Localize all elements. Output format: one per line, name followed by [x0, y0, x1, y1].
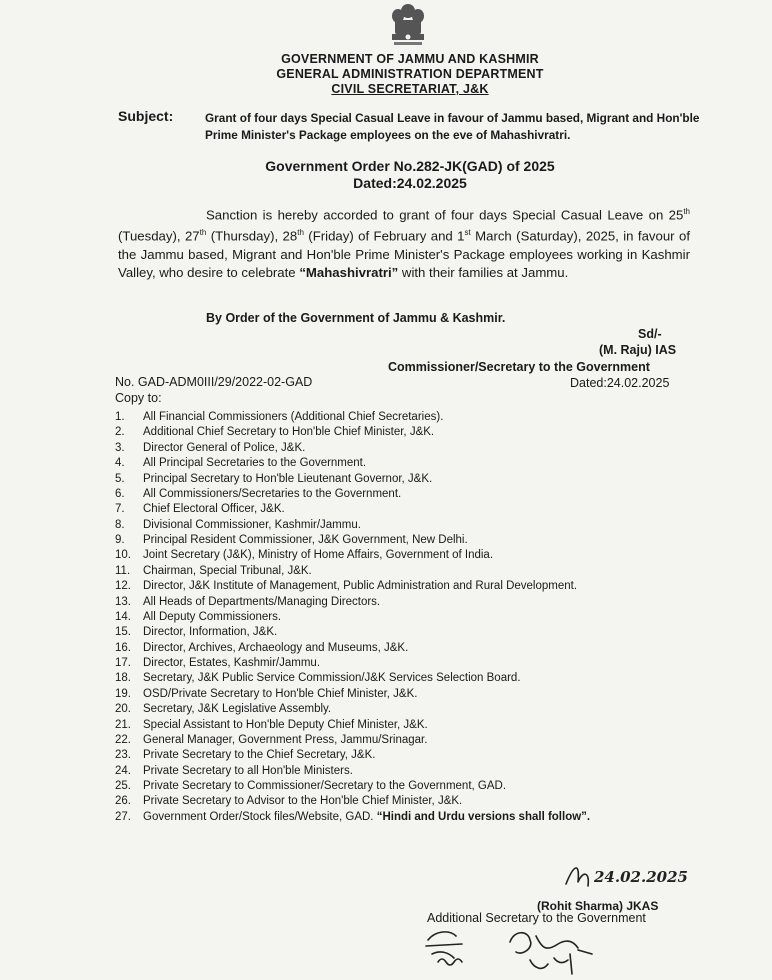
body-sup-2: th — [199, 228, 207, 238]
list-item — [115, 625, 590, 640]
signatory-2-designation: Additional Secretary to the Government — [427, 911, 646, 925]
list-item — [115, 487, 590, 502]
copy-to-label: Copy to: — [115, 391, 162, 405]
list-item-number: 26. — [115, 795, 131, 808]
body-part-5: March (Saturday), 2025, in favour of the Jammu based, Migrant and Hon'ble Prime Minister's Package employees working in Kashmir Valley, who desire to celebrate — [118, 228, 690, 280]
list-item-number: 2. — [115, 426, 125, 439]
list-item-text: General Manager, Government Press, Jammu/Srinagar. — [143, 733, 428, 746]
handwritten-initials — [418, 918, 618, 980]
list-item — [115, 687, 590, 702]
list-item-text: Director, J&K Institute of Management, Public Administration and Rural Development. — [143, 580, 578, 593]
list-item-number: 13. — [115, 595, 131, 608]
header-line-2: GENERAL ADMINISTRATION DEPARTMENT — [276, 67, 544, 81]
state-emblem-icon — [386, 2, 430, 50]
list-item-text: Director, Information, J&K. — [143, 626, 278, 639]
list-item-text: Chairman, Special Tribunal, J&K. — [143, 564, 312, 577]
list-item-text: Secretary, J&K Public Service Commission/J&K Services Selection Board. — [143, 672, 521, 685]
list-item-text: Director, Estates, Kashmir/Jammu. — [143, 657, 321, 669]
signatory-1-name: (M. Raju) IAS — [599, 343, 677, 357]
list-item — [115, 810, 590, 825]
order-title: Government Order No.282-JK(GAD) of 2025 — [265, 158, 555, 174]
list-item-number: 12. — [115, 580, 131, 593]
list-item-number: 19. — [115, 687, 131, 700]
list-item — [115, 410, 590, 425]
list-item-text: All Commissioners/Secretaries to the Government. — [143, 487, 402, 500]
list-item-number: 21. — [115, 718, 131, 731]
copy-list — [115, 410, 590, 825]
list-item-number: 16. — [115, 641, 131, 654]
body-part-4: (Friday) of February and 1 — [303, 228, 465, 244]
list-item-number: 4. — [115, 457, 125, 470]
list-item-text: Principal Resident Commissioner, J&K Government, New Delhi. — [143, 534, 468, 546]
list-item-text: Director, Archives, Archaeology and Museums, J&K. — [143, 641, 409, 654]
list-item-number: 7. — [115, 503, 125, 516]
body-sup-3: th — [297, 228, 304, 238]
list-item-number: 6. — [115, 487, 125, 500]
list-item-text: Additional Chief Secretary to Hon'ble Chief Minister, J&K. — [143, 426, 435, 439]
list-item — [115, 641, 590, 656]
list-item-text: Divisional Commissioner, Kashmir/Jammu. — [143, 518, 361, 531]
list-item — [115, 533, 590, 548]
list-item — [115, 794, 590, 809]
handwritten-date: 24.02.2025 — [594, 868, 688, 886]
list-item-number: 8. — [115, 518, 125, 531]
list-item — [115, 456, 590, 471]
list-item-text: All Heads of Departments/Managing Directors. — [143, 595, 381, 608]
list-item-text: OSD/Private Secretary to Hon'ble Chief Minister, J&K. — [143, 687, 418, 700]
reference-dated: Dated:24.02.2025 — [570, 376, 670, 390]
list-item-number: 17. — [115, 657, 131, 669]
list-item-number: 18. — [115, 672, 131, 685]
order-body — [118, 203, 690, 282]
header-line-3: CIVIL SECRETARIAT, J&K — [331, 82, 489, 96]
list-item-text: Private Secretary to all Hon'ble Ministers. — [143, 764, 353, 777]
list-item — [115, 425, 590, 440]
list-item-text: All Principal Secretaries to the Government. — [143, 457, 367, 470]
header-line-1: GOVERNMENT OF JAMMU AND KASHMIR — [281, 52, 539, 66]
list-item — [115, 564, 590, 579]
list-item-number: 24. — [115, 764, 131, 777]
list-item — [115, 671, 590, 686]
body-sup-1: th — [683, 207, 690, 216]
list-item-number: 22. — [115, 733, 131, 746]
list-item-number: 10. — [115, 549, 131, 562]
body-festival-name: “Mahashivratri” — [299, 264, 399, 280]
list-item-number: 3. — [115, 441, 125, 454]
list-item — [115, 518, 590, 533]
list-item-number: 23. — [115, 749, 131, 762]
order-dated: Dated:24.02.2025 — [353, 175, 467, 191]
list-item-number: 15. — [115, 626, 131, 639]
list-item-number: 20. — [115, 703, 131, 716]
list-item-bold-note: “Hindi and Urdu versions shall follow”. — [376, 810, 591, 823]
list-item-text: Government Order/Stock files/Website, GAD. — [143, 810, 377, 823]
list-item-text: Private Secretary to Commissioner/Secretary to the Government, GAD. — [143, 780, 507, 792]
list-item — [115, 441, 590, 456]
signatory-1-designation: Commissioner/Secretary to the Government — [388, 360, 650, 374]
reference-number: No. GAD-ADM0III/29/2022-02-GAD — [115, 375, 313, 389]
body-part-3: (Thursday), 28 — [206, 228, 298, 244]
body-sup-4: st — [464, 228, 471, 238]
list-item-text: Principal Secretary to Hon'ble Lieutenant Governor, J&K. — [143, 472, 433, 485]
list-item — [115, 472, 590, 487]
list-item — [115, 764, 590, 779]
list-item-number: 27. — [115, 810, 131, 823]
list-item-number: 9. — [115, 534, 125, 546]
list-item-number: 5. — [115, 472, 125, 485]
list-item-text: Private Secretary to Advisor to the Hon'ble Chief Minister, J&K. — [143, 795, 463, 808]
list-item — [115, 502, 590, 517]
subject-label: Subject: — [118, 108, 174, 124]
list-item-text: Special Assistant to Hon'ble Deputy Chief Minister, J&K. — [143, 718, 428, 731]
body-part-6: with their families at Jammu. — [398, 264, 569, 280]
subject-text: Grant of four days Special Casual Leave in favour of Jammu based, Migrant and Hon'ble Prime Minister's Package employees on the eve of Mahashivratri. — [205, 111, 700, 142]
order-heading — [240, 158, 580, 192]
list-item-text: All Deputy Commissioners. — [143, 610, 282, 623]
body-part-2: (Tuesday), 27 — [118, 228, 200, 244]
list-item-text: Chief Electoral Officer, J&K. — [143, 503, 285, 516]
list-item — [115, 718, 590, 733]
list-item-number: 25. — [115, 780, 131, 792]
list-item-text: Director General of Police, J&K. — [143, 441, 306, 454]
list-item — [115, 656, 590, 671]
list-item — [115, 548, 590, 563]
list-item — [115, 748, 590, 763]
list-item-number: 14. — [115, 610, 131, 623]
list-item — [115, 579, 590, 594]
body-part-1: Sanction is hereby accorded to grant of four days Special Casual Leave on 25 — [206, 207, 684, 223]
list-item — [115, 733, 590, 748]
signatory-2-name: (Rohit Sharma) JKAS — [537, 899, 659, 913]
list-item-number: 11. — [115, 564, 131, 577]
list-item — [115, 779, 590, 794]
list-item-text: All Financial Commissioners (Additional Chief Secretaries). — [143, 411, 444, 423]
sd-mark: Sd/- — [638, 327, 662, 341]
list-item — [115, 702, 590, 717]
list-item — [115, 595, 590, 610]
list-item-number: 1. — [115, 411, 125, 423]
list-item-text: Private Secretary to the Chief Secretary, J&K. — [143, 749, 376, 762]
list-item-text: Secretary, J&K Legislative Assembly. — [143, 703, 332, 716]
list-item — [115, 610, 590, 625]
by-order-line: By Order of the Government of Jammu & Kashmir. — [206, 311, 506, 325]
list-item-text: Joint Secretary (J&K), Ministry of Home Affairs, Government of India. — [143, 549, 494, 562]
signature-2-handwritten — [560, 858, 720, 894]
